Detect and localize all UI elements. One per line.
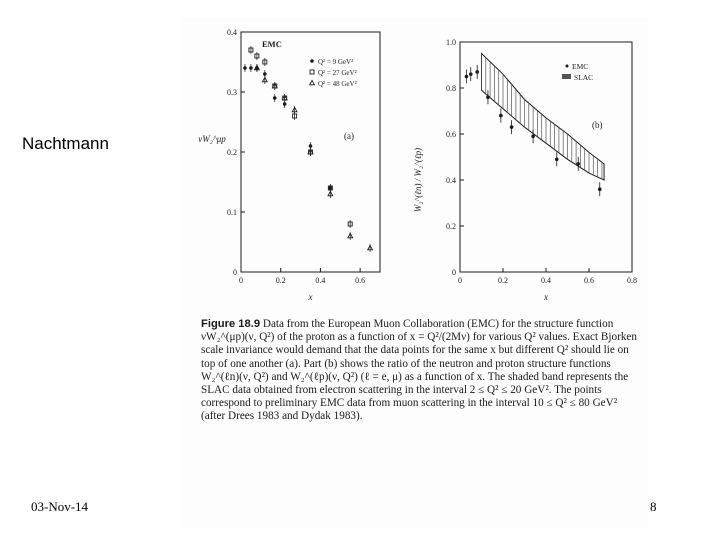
page-number: 8 [650, 499, 657, 514]
legend-entry: Q² = 27 GeV² [318, 69, 357, 77]
y-tick-label: 0.1 [227, 208, 237, 217]
x-tick-label: 0.8 [627, 276, 637, 285]
x-tick-label: 0.4 [315, 276, 326, 285]
legend-marker [562, 74, 571, 79]
data-point [469, 72, 473, 76]
figure-label: Figure 18.9 [201, 318, 261, 330]
x-tick-label: 0.2 [498, 276, 508, 285]
x-tick-label: 0 [239, 276, 243, 285]
y-tick-label: 0.8 [446, 84, 456, 93]
figure-caption [201, 318, 641, 424]
x-tick-label: 0.6 [355, 276, 366, 285]
data-point [499, 114, 503, 118]
slide-title: Nachtmann [22, 134, 109, 153]
y-tick-label: 0.4 [446, 176, 456, 185]
y-tick-label: 0.2 [227, 148, 237, 157]
x-axis-label: x [308, 292, 313, 302]
x-tick-label: 0.6 [584, 276, 594, 285]
data-point [576, 162, 580, 166]
legend-entry: SLAC [574, 73, 594, 82]
slide-date: 03-Nov-14 [31, 499, 89, 514]
data-point [598, 187, 602, 191]
x-tick-label: 0.2 [275, 276, 286, 285]
data-point [510, 125, 514, 129]
y-tick-label: 0.4 [227, 28, 237, 37]
x-tick-label: 0.4 [541, 276, 551, 285]
data-point [531, 135, 535, 139]
y-tick-label: 0 [233, 268, 237, 277]
x-axis-label: x [544, 292, 548, 302]
data-point [555, 158, 559, 162]
panel-label: (b) [592, 120, 603, 130]
y-tick-label: 1.0 [446, 38, 456, 47]
y-tick-label: 0.2 [446, 222, 456, 231]
panel-header: EMC [262, 39, 282, 49]
legend-entry: Q² = 9 GeV² [318, 58, 354, 66]
y-tick-label: 0.6 [446, 130, 456, 139]
legend-entry: EMC [572, 62, 589, 71]
data-point [486, 95, 490, 99]
legend-entry: Q² = 48 GeV² [318, 80, 357, 88]
figure-caption-text: Data from the European Muon Collaboration (EMC) for the structure function νW₂^(μp)(ν, Q²) of the proton as a function of x = Q²/(2Mν) for various Q² values. Exact Bjorken scale invariance would demand that the data points for the same x but different Q² should lie on top of one another (a). Part (b) shows the ratio of the neutron and proton structure functions W₂^(ℓn)(ν, Q²) and W₂^(ℓp)(ν, Q²) (ℓ = e, μ) as a function of x. The shaded band represents the SLAC data obtained from electron scattering in the interval 2 ≤ Q² ≤ 20 GeV². The points correspond to preliminary EMC data from muon scattering in the interval 10 ≤ Q² ≤ 80 GeV² (after Drees 1983 and Dydak 1983). [201, 318, 637, 423]
panel-label: (a) [344, 131, 354, 141]
y-tick-label: 0.3 [227, 88, 237, 97]
data-point [475, 70, 479, 74]
y-axis-label: W₂^(ℓn) / W₂^(ℓp) [413, 147, 423, 213]
y-axis-label: νW₂^μp [198, 134, 226, 144]
x-tick-label: 0 [458, 276, 462, 285]
data-point [465, 75, 469, 79]
y-tick-label: 0 [452, 268, 456, 277]
legend-marker [566, 65, 569, 68]
